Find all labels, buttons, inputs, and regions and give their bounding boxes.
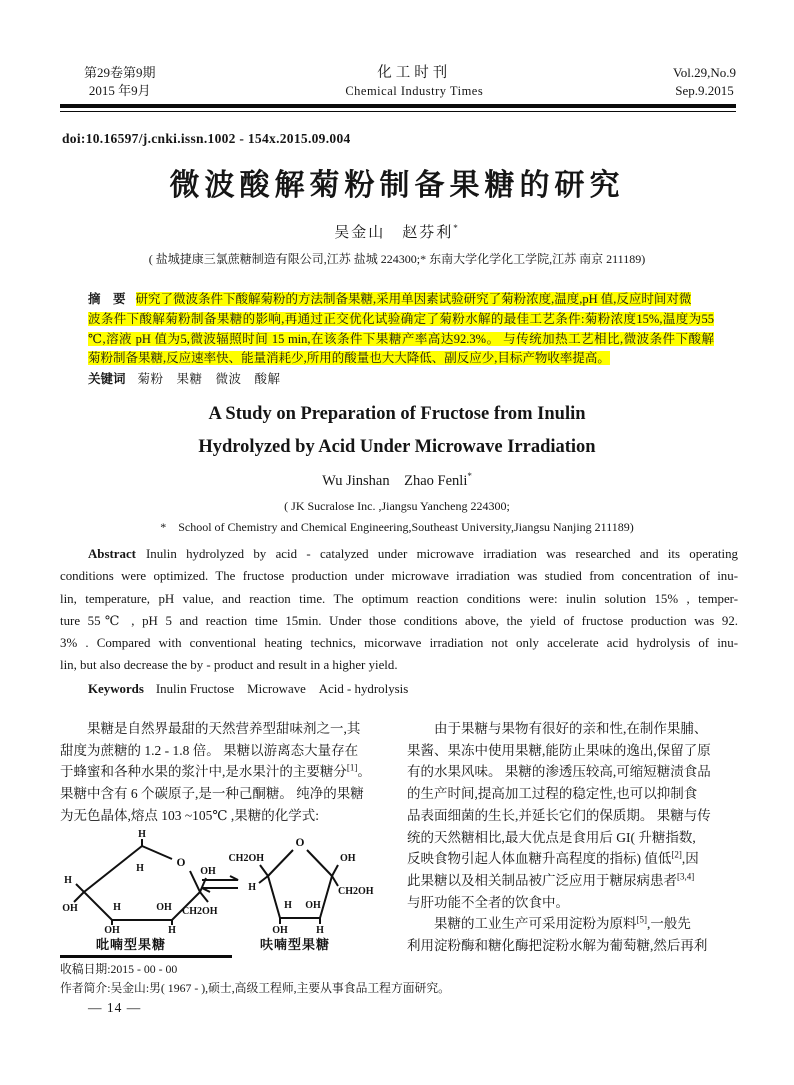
right-column-text [407,718,738,957]
text-line: ℃,溶液 pH 值为5,微波辐照时间 15 min,在该条件下果糖产率高达92.3%。 与传统加热工艺相比,微波条件下酸解 [88,331,714,346]
volume-en: Vol.29,No.9 [673,65,736,80]
authors-cn [0,221,794,242]
text-line: 甜度为蔗糖的 1.2 - 1.8 倍。 果糖以游离态大量存在 [60,742,359,758]
atom-label: OH [305,899,321,911]
text-line: lin, but also decrease the by - product and result in a higher yield. [60,658,398,673]
footnote-rule [60,955,232,958]
author-en-asterisk: * [467,471,472,482]
journal-header [60,64,738,100]
author-bio: 作者简介:吴金山:男( 1967 - ),硕士,高级工程师,主要从事食品工程方面研究。 [60,980,450,995]
text-line: lin, temperature, pH value, and reaction time. The optimum reaction conditions were: inulin solution 15% , temper- [60,591,738,606]
atom-label: H [138,829,146,840]
atom-label: H [168,924,176,934]
abstract-highlight-text: 研究了微波条件下酸解菊粉的方法制备果糖,采用单因素试验研究了菊粉浓度,温度,pH 值,反应时间对微 [135,292,692,306]
text-line: 统的天然糖相比,最大优点是食用后 GI( 升糖指数, [407,829,696,845]
doi-line: doi:10.16597/j.cnki.issn.1002 - 154x.2015.09.004 [62,131,351,146]
atom-label: OH [340,852,356,864]
author-asterisk: * [453,223,460,233]
keywords-label-cn: 关键词 [88,372,126,387]
date-en: Sep.9.2015 [675,83,734,98]
affiliation-en-line2: * School of Chemistry and Chemical Engineering,Southeast University,Jiangsu Nanjing 211189) [160,520,634,534]
affiliation-en-line1: ( JK Sucralose Inc. ,Jiangsu Yancheng 224300; [284,499,510,513]
left-column-text [60,718,391,827]
text-line: 果糖的工业生产可采用淀粉为原料[5],一般先 [407,914,691,932]
keywords-cn: 菊粉 果糖 微波 酸解 [137,372,281,387]
received-date: 收稿日期:2015 - 00 - 00 [60,962,178,976]
text-line: 果糖中含有 6 个碳原子,是一种己酮糖。 纯净的果糖 [60,786,364,802]
abstract-cn-line1 [88,290,714,310]
volume-issue-en-block [673,64,736,100]
abstract-en-line1 [60,543,738,565]
title-en-line2: Hydrolyzed by Acid Under Microwave Irradiation [198,437,596,457]
figure-caption-pyranose: 吡喃型果糖 [96,936,167,952]
text-line: 此果糖以及相关制品被广泛应用于糖尿病患者[3,4] [407,871,695,888]
keywords-label-en: Keywords [88,681,144,696]
structure-svg [60,830,391,934]
text-line: 为无色晶体,熔点 103 ~105℃ ,果糖的化学式: [60,807,320,823]
text-line: 的生产时间,提高加工过程的稳定性,也可以抑制食 [407,786,698,802]
body-right-column [407,718,738,957]
figure-caption-furanose: 呋喃型果糖 [260,936,331,952]
text-line: conditions were optimized. The fructose production under microwave irradiation was studied from concentration of inu- [60,569,738,584]
abstract-en-lines [60,565,738,676]
keywords-en: Inulin Fructose Microwave Acid - hydrolysis [155,681,409,696]
issue-date-cn: 2015 年9月 [88,83,151,98]
page-number: — 14 — [88,1000,142,1015]
atom-label: OH [156,901,172,913]
ring-oxygen-label: O [176,856,186,869]
keywords-cn-row [88,370,714,390]
atom-label: CH2OH [338,885,374,897]
title-en-line1: A Study on Preparation of Fructose from Inulin [208,404,586,424]
header-double-rule [60,104,736,112]
abstract-en-block [60,543,738,700]
ring-oxygen-label: O [295,836,305,849]
atom-label: H [316,924,324,934]
authors-en-names: Wu Jinshan Zhao Fenli [322,473,468,489]
text-line: 利用淀粉酶和糖化酶把淀粉水解为葡萄糖,然后再利 [407,938,708,954]
text-line: 菊粉制备果糖,反应速率快、能量消耗少,所用的酸量也大大降低、副反应少,目标产物收率提高。 [88,351,610,366]
article-title-cn: 微波酸解菊粉制备果糖的研究 [169,169,625,202]
abstract-en-line1-text: Inulin hydrolyzed by acid - catalyzed under microwave irradiation was researched and its operating [145,547,738,561]
fructose-structure-figure [60,830,391,950]
abstract-label-en: Abstract [88,547,136,561]
text-line: 有的水果风味。 果糖的渗透压较高,可缩短糖渍食品 [407,764,711,780]
abstract-cn-block [88,290,714,390]
authors-cn-names: 吴金山 赵芬利 [334,225,454,241]
atom-label: OH [272,924,288,934]
atom-label: OH [200,865,216,877]
atom-label: OH [62,902,78,914]
pyranose-ring [62,830,218,934]
journal-title-cn: 化工时刊 [377,65,452,81]
text-line: 由于果糖与果物有很好的亲和性,在制作果脯、 [407,721,708,736]
article-title-en [0,398,794,464]
journal-title-block [345,64,483,100]
atom-label: CH2OH [182,905,218,917]
atom-label: H [113,901,121,913]
keywords-en-row [60,678,738,700]
equilibrium-arrow-icon [202,876,238,892]
atom-label: H [136,862,144,874]
text-line: 与肝功能不全者的饮食中。 [407,894,569,910]
volume-issue-block [84,64,156,100]
footnote-block [60,960,700,997]
affiliation-en [0,496,794,538]
volume-issue: 第29卷第9期 [84,65,156,80]
text-line: 于蜂蜜和各种水果的浆汁中,是水果汁的主要糖分[1]。 [60,762,371,780]
text-line: 果酱、果冻中使用果糖,能防止果味的逸出,保留了原 [407,742,711,758]
text-line: 品表面细菌的生长,并延长它们的保质期。 果糖与传 [407,807,711,823]
text-line: 3% . Compared with conventional heating technics, micorwave irradiation not only accelerate acid hydrolysis of inu- [60,636,738,651]
authors-en [0,469,794,490]
furanose-ring [228,837,373,934]
text-line: 波条件下酸解菊粉制备果糖的影响,再通过正交优化试验确定了菊粉水解的最佳工艺条件:菊粉浓度15%,温度为55 [88,311,714,326]
atom-label: H [64,874,72,886]
affiliation-cn: ( 盐城捷康三氯蔗糖制造有限公司,江苏 盐城 224300;* 东南大学化学化工学院,江苏 南京 211189) [148,252,646,266]
atom-label: CH2OH [228,852,264,864]
abstract-label-cn: 摘 要 [88,292,126,306]
text-line: 反映食物引起人体血糖升高程度的指标) 值低[2],因 [407,849,699,867]
text-line: 果糖是自然界最甜的天然营养型甜味剂之一,其 [60,721,361,736]
atom-label: H [248,881,256,893]
abstract-cn-lines [88,310,714,369]
atom-label: H [284,899,292,911]
atom-label: OH [104,924,120,934]
text-line: ture 55℃ , pH 5 and reaction time 15min. Under those conditions above, the yield of fructose production was 92. [60,613,738,628]
journal-title-en: Chemical Industry Times [345,84,484,98]
body-columns [60,718,738,957]
body-left-column [60,718,391,957]
